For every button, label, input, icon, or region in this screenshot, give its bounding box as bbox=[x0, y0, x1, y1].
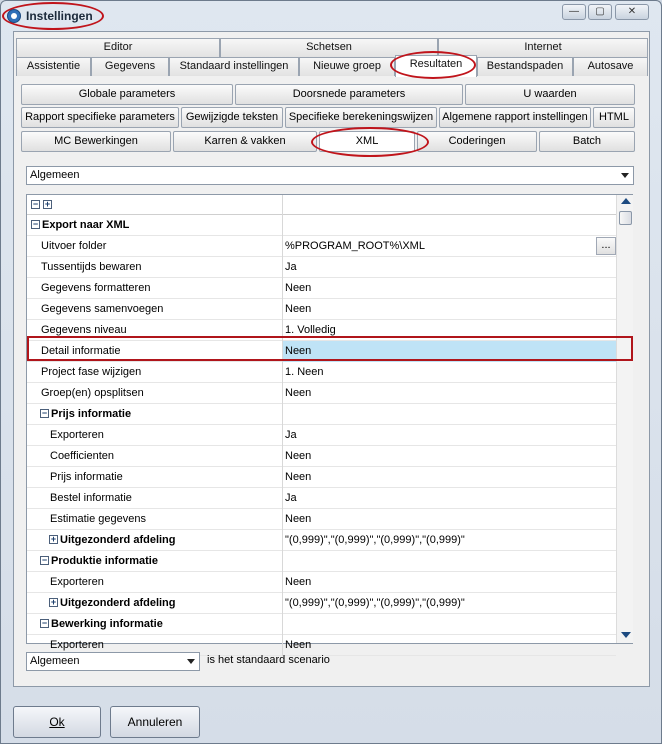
grid-row-label-cell bbox=[27, 446, 283, 467]
grid-row[interactable] bbox=[27, 530, 616, 551]
grid-row-label: Bestel informatie bbox=[50, 492, 132, 504]
title-bar[interactable] bbox=[1, 1, 661, 31]
grid-row-label: Produktie informatie bbox=[51, 555, 158, 567]
grid-row-label-cell bbox=[27, 215, 283, 236]
grid-row-label-cell bbox=[27, 509, 283, 530]
subtab-mc-bewerkingen[interactable]: MC Bewerkingen bbox=[21, 131, 171, 152]
grid-row[interactable] bbox=[27, 341, 616, 362]
grid-row-label: Project fase wijzigen bbox=[41, 366, 142, 378]
grid-row-label-cell bbox=[27, 488, 283, 509]
close-button[interactable]: ✕ bbox=[615, 4, 649, 20]
grid-row-label-cell bbox=[27, 614, 283, 635]
section-select[interactable] bbox=[26, 166, 634, 185]
grid-row-label-cell bbox=[27, 299, 283, 320]
grid-row-value[interactable]: 1. Volledig bbox=[285, 324, 336, 336]
grid-row-value[interactable]: 1. Neen bbox=[285, 366, 324, 378]
grid-row[interactable] bbox=[27, 257, 616, 278]
grid-row-label-cell bbox=[27, 257, 283, 278]
chevron-down-icon bbox=[187, 659, 195, 664]
vertical-scrollbar[interactable] bbox=[616, 195, 633, 643]
collapse-icon[interactable]: − bbox=[41, 408, 48, 418]
tab-resultaten[interactable]: Resultaten bbox=[395, 55, 477, 77]
grid-row[interactable] bbox=[27, 551, 616, 572]
section-select-value: Algemeen bbox=[30, 169, 80, 181]
subtab-karren-vakken[interactable]: Karren & vakken bbox=[173, 131, 317, 152]
tab-schetsen[interactable]: Schetsen bbox=[220, 38, 438, 57]
grid-row-value[interactable]: Ja bbox=[285, 261, 297, 273]
grid-row-label-cell bbox=[27, 341, 283, 362]
subtab-u-waarden[interactable]: U waarden bbox=[465, 84, 635, 105]
grid-row-value[interactable]: Neen bbox=[285, 513, 312, 525]
grid-row-label-cell bbox=[27, 278, 283, 299]
tab-internet[interactable]: Internet bbox=[438, 38, 648, 57]
collapse-icon[interactable]: − bbox=[32, 219, 39, 229]
ok-button[interactable] bbox=[13, 706, 101, 738]
grid-row-label: Gegevens formatteren bbox=[41, 282, 151, 294]
tab-assistentie[interactable]: Assistentie bbox=[16, 57, 91, 76]
expand-icon[interactable]: + bbox=[50, 534, 57, 544]
scrollbar-thumb[interactable] bbox=[619, 211, 632, 225]
grid-toolbar bbox=[27, 195, 616, 215]
grid-row-label-cell bbox=[27, 593, 283, 614]
maximize-button[interactable]: ▢ bbox=[588, 4, 612, 20]
grid-row[interactable] bbox=[27, 593, 616, 614]
grid-row[interactable] bbox=[27, 467, 616, 488]
grid-row-value[interactable]: Neen bbox=[285, 282, 312, 294]
grid-row-label: Uitvoer folder bbox=[41, 240, 107, 252]
chevron-down-icon bbox=[621, 173, 629, 178]
grid-row-label-cell bbox=[27, 404, 283, 425]
grid-row-label: Prijs informatie bbox=[50, 471, 123, 483]
grid-row-label: Exporteren bbox=[50, 576, 104, 588]
grid-row-value[interactable] bbox=[283, 404, 616, 425]
scenario-select[interactable] bbox=[26, 652, 200, 671]
grid-row[interactable] bbox=[27, 299, 616, 320]
grid-row-label-cell bbox=[27, 236, 283, 257]
grid-row-label: Coefficienten bbox=[50, 450, 115, 462]
window-title: Instellingen bbox=[26, 9, 93, 23]
collapse-icon[interactable]: − bbox=[41, 618, 48, 628]
subtab-doorsnede-parameters[interactable]: Doorsnede parameters bbox=[235, 84, 463, 105]
subtab-algemene-rapport-instellingen[interactable]: Algemene rapport instellingen bbox=[439, 107, 591, 128]
cancel-button-label: Annuleren bbox=[127, 715, 183, 729]
grid-row-label: Export naar XML bbox=[42, 219, 130, 231]
subtab-coderingen[interactable]: Coderingen bbox=[417, 131, 537, 152]
grid-row-value[interactable]: "(0,999)","(0,999)","(0,999)","(0,999)" bbox=[285, 534, 465, 546]
scroll-down-icon[interactable] bbox=[621, 632, 631, 638]
grid-row-value[interactable]: %PROGRAM_ROOT%\XML bbox=[285, 240, 425, 252]
grid-row-value[interactable]: Neen bbox=[285, 576, 312, 588]
tab-bestandspaden[interactable]: Bestandspaden bbox=[477, 57, 573, 76]
expand-all-icon[interactable]: + bbox=[44, 199, 51, 209]
grid-row-value[interactable] bbox=[283, 215, 616, 236]
cancel-button[interactable] bbox=[110, 706, 200, 738]
grid-row-value[interactable] bbox=[283, 551, 616, 572]
grid-row-label-cell bbox=[27, 425, 283, 446]
grid-row-value[interactable]: Neen bbox=[285, 387, 312, 399]
grid-row-label: Exporteren bbox=[50, 639, 104, 651]
grid-row-label: Gegevens niveau bbox=[41, 324, 127, 336]
grid-row-value[interactable]: Neen bbox=[285, 450, 312, 462]
grid-row-label: Uitgezonderd afdeling bbox=[60, 534, 176, 546]
grid-row[interactable] bbox=[27, 362, 616, 383]
subtab-rapport-specifieke-parameters[interactable]: Rapport specifieke parameters bbox=[21, 107, 179, 128]
tab-standaard-instellingen[interactable]: Standaard instellingen bbox=[169, 57, 299, 76]
collapse-all-icon[interactable]: − bbox=[32, 199, 39, 209]
grid-row-value[interactable]: Neen bbox=[283, 341, 616, 362]
tab-editor[interactable]: Editor bbox=[16, 38, 220, 57]
grid-row-label-cell bbox=[27, 551, 283, 572]
grid-row[interactable] bbox=[27, 404, 616, 425]
grid-row-label: Detail informatie bbox=[41, 345, 121, 357]
grid-row-label-cell bbox=[27, 383, 283, 404]
grid-row-value[interactable]: Neen bbox=[285, 639, 312, 651]
grid-row-label: Uitgezonderd afdeling bbox=[60, 597, 176, 609]
grid-row-value[interactable] bbox=[283, 614, 616, 635]
grid-row-label-cell bbox=[27, 572, 283, 593]
grid-row-label-cell bbox=[27, 530, 283, 551]
grid-row-value[interactable]: Neen bbox=[285, 471, 312, 483]
property-grid bbox=[26, 194, 633, 651]
expand-icon[interactable]: + bbox=[50, 597, 57, 607]
ok-button-label: Ok bbox=[49, 715, 65, 729]
tab-gegevens[interactable]: Gegevens bbox=[91, 57, 169, 76]
grid-row-label: Gegevens samenvoegen bbox=[41, 303, 164, 315]
subtab-globale-parameters[interactable]: Globale parameters bbox=[21, 84, 233, 105]
grid-row[interactable] bbox=[27, 425, 616, 446]
subtab-xml[interactable]: XML bbox=[319, 131, 415, 152]
grid-row[interactable] bbox=[27, 383, 616, 404]
grid-row[interactable] bbox=[27, 236, 616, 257]
minimize-button[interactable]: — bbox=[562, 4, 586, 20]
subtab-specifieke-berekeningswijzen[interactable]: Specifieke berekeningswijzen bbox=[285, 107, 437, 128]
collapse-icon[interactable]: − bbox=[41, 555, 48, 565]
grid-row-value[interactable]: Ja bbox=[285, 429, 297, 441]
grid-row-label: Tussentijds bewaren bbox=[41, 261, 142, 273]
grid-row-label-cell bbox=[27, 467, 283, 488]
app-icon bbox=[7, 9, 21, 23]
subtab-gewijzigde-teksten[interactable]: Gewijzigde teksten bbox=[181, 107, 283, 128]
grid-row[interactable] bbox=[27, 320, 616, 341]
subtab-batch[interactable]: Batch bbox=[539, 131, 635, 152]
tab-autosave[interactable]: Autosave bbox=[573, 57, 648, 76]
grid-row-label: Estimatie gegevens bbox=[50, 513, 146, 525]
browse-folder-button[interactable]: ... bbox=[596, 237, 616, 255]
grid-row[interactable] bbox=[27, 509, 616, 530]
scenario-suffix: is het standaard scenario bbox=[207, 654, 330, 666]
grid-row-value[interactable]: Neen bbox=[285, 303, 312, 315]
grid-row-label: Prijs informatie bbox=[51, 408, 132, 420]
scenario-select-value: Algemeen bbox=[30, 655, 80, 667]
grid-row[interactable] bbox=[27, 278, 616, 299]
grid-row[interactable] bbox=[27, 446, 616, 467]
grid-row[interactable] bbox=[27, 614, 616, 635]
grid-row-label: Bewerking informatie bbox=[51, 618, 163, 630]
grid-row-label-cell bbox=[27, 362, 283, 383]
grid-row[interactable] bbox=[27, 488, 616, 509]
grid-row[interactable] bbox=[27, 215, 616, 236]
subtab-html[interactable]: HTML bbox=[593, 107, 635, 128]
grid-row[interactable] bbox=[27, 572, 616, 593]
grid-row-label: Exporteren bbox=[50, 429, 104, 441]
grid-row-value[interactable]: "(0,999)","(0,999)","(0,999)","(0,999)" bbox=[285, 597, 465, 609]
grid-row-value[interactable]: Ja bbox=[285, 492, 297, 504]
tab-nieuwe-groep[interactable]: Nieuwe groep bbox=[299, 57, 395, 76]
scroll-up-icon[interactable] bbox=[621, 198, 631, 204]
grid-row-label: Groep(en) opsplitsen bbox=[41, 387, 144, 399]
grid-row-label-cell bbox=[27, 320, 283, 341]
